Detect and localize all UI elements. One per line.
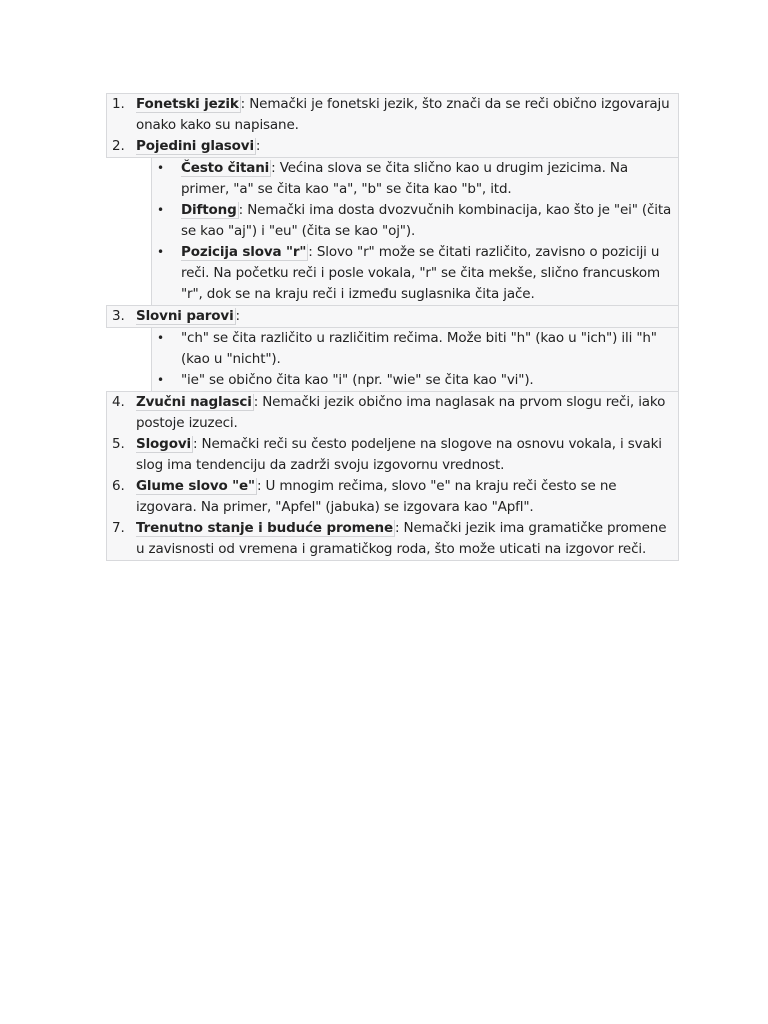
list-item-text: : Nemački jezik obično ima naglasak na prvom slogu reči, iako postoje izuzeci. [136,394,666,431]
list-number: 5. [112,436,125,452]
list-number: 7. [112,520,125,536]
list-item-term: Trenutno stanje i buduće promene [136,520,394,536]
list-item-term: Zvučni naglasci [136,394,252,410]
list-number: 1. [112,96,125,112]
sub-list-item [152,158,678,200]
list-item-text: : Nemački reči su često podeljene na slogove na osnovu vokala, i svaki slog ima tendenciju da zadrži svoju izgovornu vrednost. [136,436,662,473]
list-item [107,518,678,560]
sub-list-item [152,328,678,370]
sub-list-item-text: : Slovo "r" može se čitati različito, zavisno o poziciji u reči. Na početku reči i posle vokala, "r" se čita mekše, slično francuskom "r", dok se na kraju reči i između suglasnika čita jače. [181,244,661,302]
list-item-term: Slovni parovi [136,308,234,324]
bullet-icon: • [157,331,164,345]
bullet-icon: • [157,203,164,217]
sub-list-item [152,200,678,242]
list-item-term: Pojedini glasovi [136,138,254,154]
list-item [107,306,678,327]
list-item [107,136,678,157]
bullet-icon: • [157,161,164,175]
list-item [107,434,678,476]
list-item-text: : Nemački je fonetski jezik, što znači da se reči obično izgovaraju onako kako su napisane. [136,96,670,133]
list-number: 6. [112,478,125,494]
list-item-term: Slogovi [136,436,191,452]
bullet-icon: • [157,373,164,387]
sub-list-item [152,370,678,391]
list-item [107,94,678,136]
list-block [106,391,679,561]
sub-list-block [151,157,679,306]
list-number: 3. [112,308,125,324]
list-item-term: Glume slovo "e" [136,478,255,494]
sub-list-item-text: : Većina slova se čita slično kao u drugim jezicima. Na primer, "a" se čita kao "a", "b" se čita kao "b", itd. [181,160,629,197]
list-item-text: : U mnogim rečima, slovo "e" na kraju reči često se ne izgovara. Na primer, "Apfel" (jabuka) se izgovara kao "Apfl". [136,478,617,515]
sub-list-item-text: "ie" se obično čita kao "i" (npr. "wie" se čita kao "vi"). [181,372,534,388]
list-item-text: : [255,138,261,154]
list-number: 2. [112,138,125,154]
list-number: 4. [112,394,125,410]
sub-list-block [151,327,679,392]
list-item [107,392,678,434]
bullet-icon: • [157,245,164,259]
list-block [106,93,679,158]
sub-list-item-text: "ch" se čita različito u različitim rečima. Može biti "h" (kao u "ich") ili "h" (kao u "nicht"). [181,330,657,367]
list-block [106,305,679,328]
list-item-term: Fonetski jezik [136,96,239,112]
pronunciation-list [106,93,679,561]
sub-list-item-term: Pozicija slova "r" [181,244,307,260]
sub-list-item [152,242,678,305]
sub-list-item-text: : Nemački ima dosta dvozvučnih kombinacija, kao što je "ei" (čita se kao "aj") i "eu" (čita se kao "oj"). [181,202,672,239]
list-item-text: : Nemački jezik ima gramatičke promene u zavisnosti od vremena i gramatičkog roda, što može uticati na izgovor reči. [136,520,667,557]
sub-list-item-term: Često čitani [181,160,270,176]
sub-list-item-term: Diftong [181,202,237,218]
list-item-text: : [235,308,240,324]
list-item [107,476,678,518]
